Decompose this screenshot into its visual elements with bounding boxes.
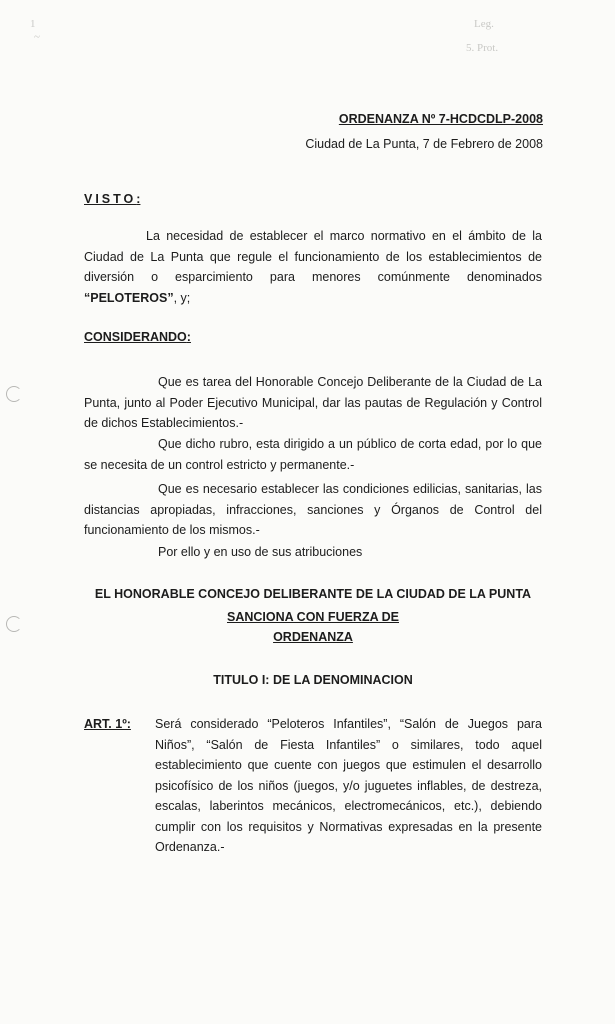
visto-line-4 xyxy=(84,288,542,309)
visto-line-1: La necesidad de establecer el marco normativo en el ámbito de la xyxy=(146,229,542,243)
article-1-line-6: cumplir con los requisitos y Normativas expresadas en la presente xyxy=(155,819,542,834)
visto-line-4-rest: , y; xyxy=(173,290,191,305)
considerando-paragraph-1 xyxy=(84,372,542,434)
article-1-line-2: Niños”, “Salón de Fiesta Infantiles” o similares, todo aquel xyxy=(155,737,542,752)
scan-mark-left-1: 1 xyxy=(30,18,36,30)
punch-hole-lower xyxy=(6,616,22,632)
visto-line-2: Ciudad de La Punta que regule el funcionamiento de los establecimientos de xyxy=(84,249,542,264)
considerando-heading-colon: : xyxy=(186,330,191,344)
scan-mark-left-2: ~ xyxy=(34,31,40,43)
considerando-p3-line-3: funcionamiento de los mismos.- xyxy=(84,523,260,537)
council-sanctions-line: EL HONORABLE CONCEJO DELIBERANTE DE LA CIUDAD DE LA PUNTA xyxy=(94,587,532,601)
considerando-p4-line: Por ello y en uso de sus atribuciones xyxy=(158,545,363,559)
considerando-p3-line-1: Que es necesario establecer las condiciones edilicias, sanitarias, las xyxy=(158,482,542,496)
considerando-p3-line-2: distancias apropiadas, infracciones, sanciones y Órganos de Control del xyxy=(84,502,542,517)
considerando-p2-line-2: se necesita de un control estricto y permanente.- xyxy=(84,457,355,472)
article-1-label: ART. 1º: xyxy=(84,717,131,731)
article-1-line-4: psicofísico de los niños (juegos, y/o juguetes inflables, de destreza, xyxy=(155,778,542,793)
punch-hole-upper xyxy=(6,386,22,402)
visto-heading-text: VISTO xyxy=(84,192,137,206)
visto-heading xyxy=(84,192,140,206)
article-1-line-7: Ordenanza.- xyxy=(155,840,225,854)
ordinance-title: ORDENANZA Nº 7-HCDCDLP-2008 xyxy=(338,112,543,126)
considerando-heading-text: CONSIDERANDO xyxy=(84,330,187,344)
peloteros-term: “PELOTEROS” xyxy=(84,290,174,305)
article-1-body xyxy=(155,714,542,858)
considerando-p1-line-1: Que es tarea del Honorable Concejo Deliberante de la Ciudad de La xyxy=(158,375,542,389)
ordenanza-line: ORDENANZA xyxy=(273,630,353,644)
ordinance-date: Ciudad de La Punta, 7 de Febrero de 2008 xyxy=(305,137,543,151)
titulo-heading: TITULO I: DE LA DENOMINACION xyxy=(213,673,413,687)
article-1-line-5: escalas, laberintos mecánicos, electromecánicos, etc.), debiendo xyxy=(155,799,542,813)
scan-mark-right-1: Leg. xyxy=(474,18,494,30)
considerando-paragraph-4 xyxy=(84,542,542,563)
article-1-line-3: establecimiento que cuente con juegos que estimulen el desarrollo xyxy=(155,758,542,772)
considerando-paragraph-3 xyxy=(84,479,542,541)
visto-line-3: diversión o esparcimiento para menores comúnmente denominados xyxy=(84,270,542,284)
sanciona-con-fuerza-line: SANCIONA CON FUERZA DE xyxy=(227,610,399,624)
considerando-heading xyxy=(84,330,191,344)
considerando-p1-line-3: de dichos Establecimientos.- xyxy=(84,416,244,430)
visto-paragraph xyxy=(84,226,542,308)
visto-heading-colon: : xyxy=(136,192,141,206)
scan-mark-right-2: 5. Prot. xyxy=(466,42,499,54)
considerando-p2-line-1: Que dicho rubro, esta dirigido a un público de corta edad, por lo que xyxy=(158,437,542,451)
article-1-line-1: Será considerado “Peloteros Infantiles”, “Salón de Juegos para xyxy=(155,717,542,731)
considerando-paragraph-2 xyxy=(84,434,542,475)
considerando-p1-line-2: Punta, junto al Poder Ejecutivo Municipal, dar las pautas de Regulación y Control xyxy=(84,395,542,410)
